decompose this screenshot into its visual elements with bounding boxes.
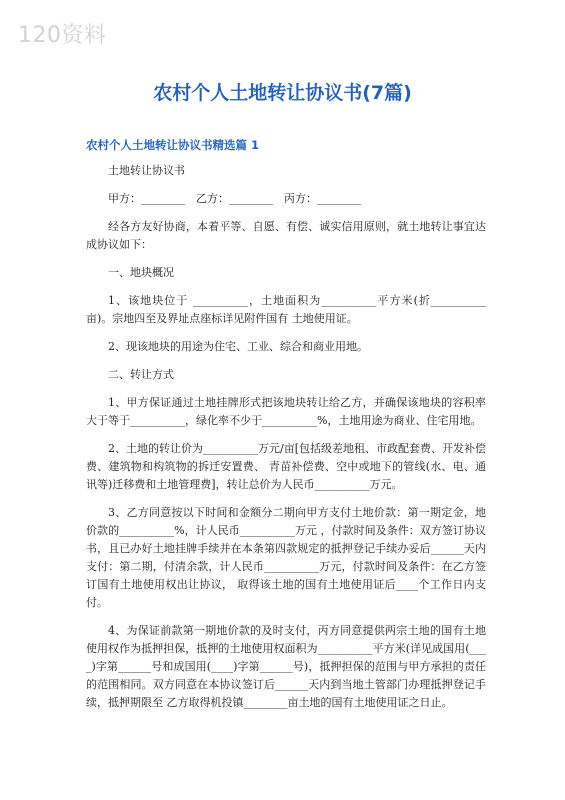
paragraph-preamble: 经各方友好协商，本着平等、自愿、有偿、诚实信用原则，就土地转让事宜达成协议如下：: [86, 220, 486, 251]
paragraph-heading: 土地转让协议书: [108, 164, 185, 177]
paragraph-2-1: 1、甲方保证通过土地挂牌形式把该地块转让给乙方，并确保该地块的容积率大于等于__________，绿化率不少于__________%，土地用途为商业、住宅用地。: [86, 396, 486, 427]
document-title: 农村个人土地转让协议书(7篇): [153, 82, 412, 104]
paragraph-1-1: 1、该地块位于 __________，土地面积为__________平方米(折__________亩)。宗地四至及界址点座标详见附件国有 土地使用证。: [86, 294, 486, 325]
document-body: [86, 162, 486, 722]
paragraph-2-3: 3、乙方同意按以下时间和金额分二期向甲方支付土地价款：第一期定金，地价款的__________%，计人民币__________万元 ，付款时间及条件：双方签订协议书，且已办好土地挂牌手续并在本条第四款规定的抵押登记手续办妥后______天内支付：第二期，付清余款，计人民币__________万元，付款时间及条件：在乙方签订国有土地使用权出让协议， 取得该土地的国有土地使用证后____个工作日内支付。: [86, 506, 486, 609]
paragraph-2-4: 4、为保证前款第一期地价款的及时支付，丙方同意提供两宗土地的国有土地使用权作为抵押担保，抵押的土地使用权面积为__________平方米(详见成国用(____)字第______号和成国用(____)字第______号)，抵押担保的范围与甲方承担的责任的范围相同。双方同意在本协议签订后______天内到当地土管部门办理抵押登记手续，抵押期限至 乙方取得机投镇________亩土地的国有土地使用证之日止。: [86, 624, 486, 709]
paragraph-section-1-heading: 一、地块概况: [108, 266, 174, 279]
paragraph-parties: 甲方：________ 乙方：________ 丙方：________: [108, 192, 361, 205]
paragraph-1-2: 2、现该地块的用途为住宅、工业、综合和商业用地。: [108, 340, 368, 353]
paragraph-2-2: 2、土地的转让价为__________万元/亩[包括级差地租、市政配套费、开发补偿费、建筑物和构筑物的拆迁安置费、 青苗补偿费、空中或地下的管线(水、电、通讯等)迁移费和土地管理费]，转让总价为人民币__________万元。: [86, 442, 486, 491]
section-title: 农村个人土地转让协议书精选篇 1: [86, 138, 260, 152]
watermark: 120资料: [18, 23, 107, 48]
paragraph-section-2-heading: 二、转让方式: [108, 368, 174, 381]
